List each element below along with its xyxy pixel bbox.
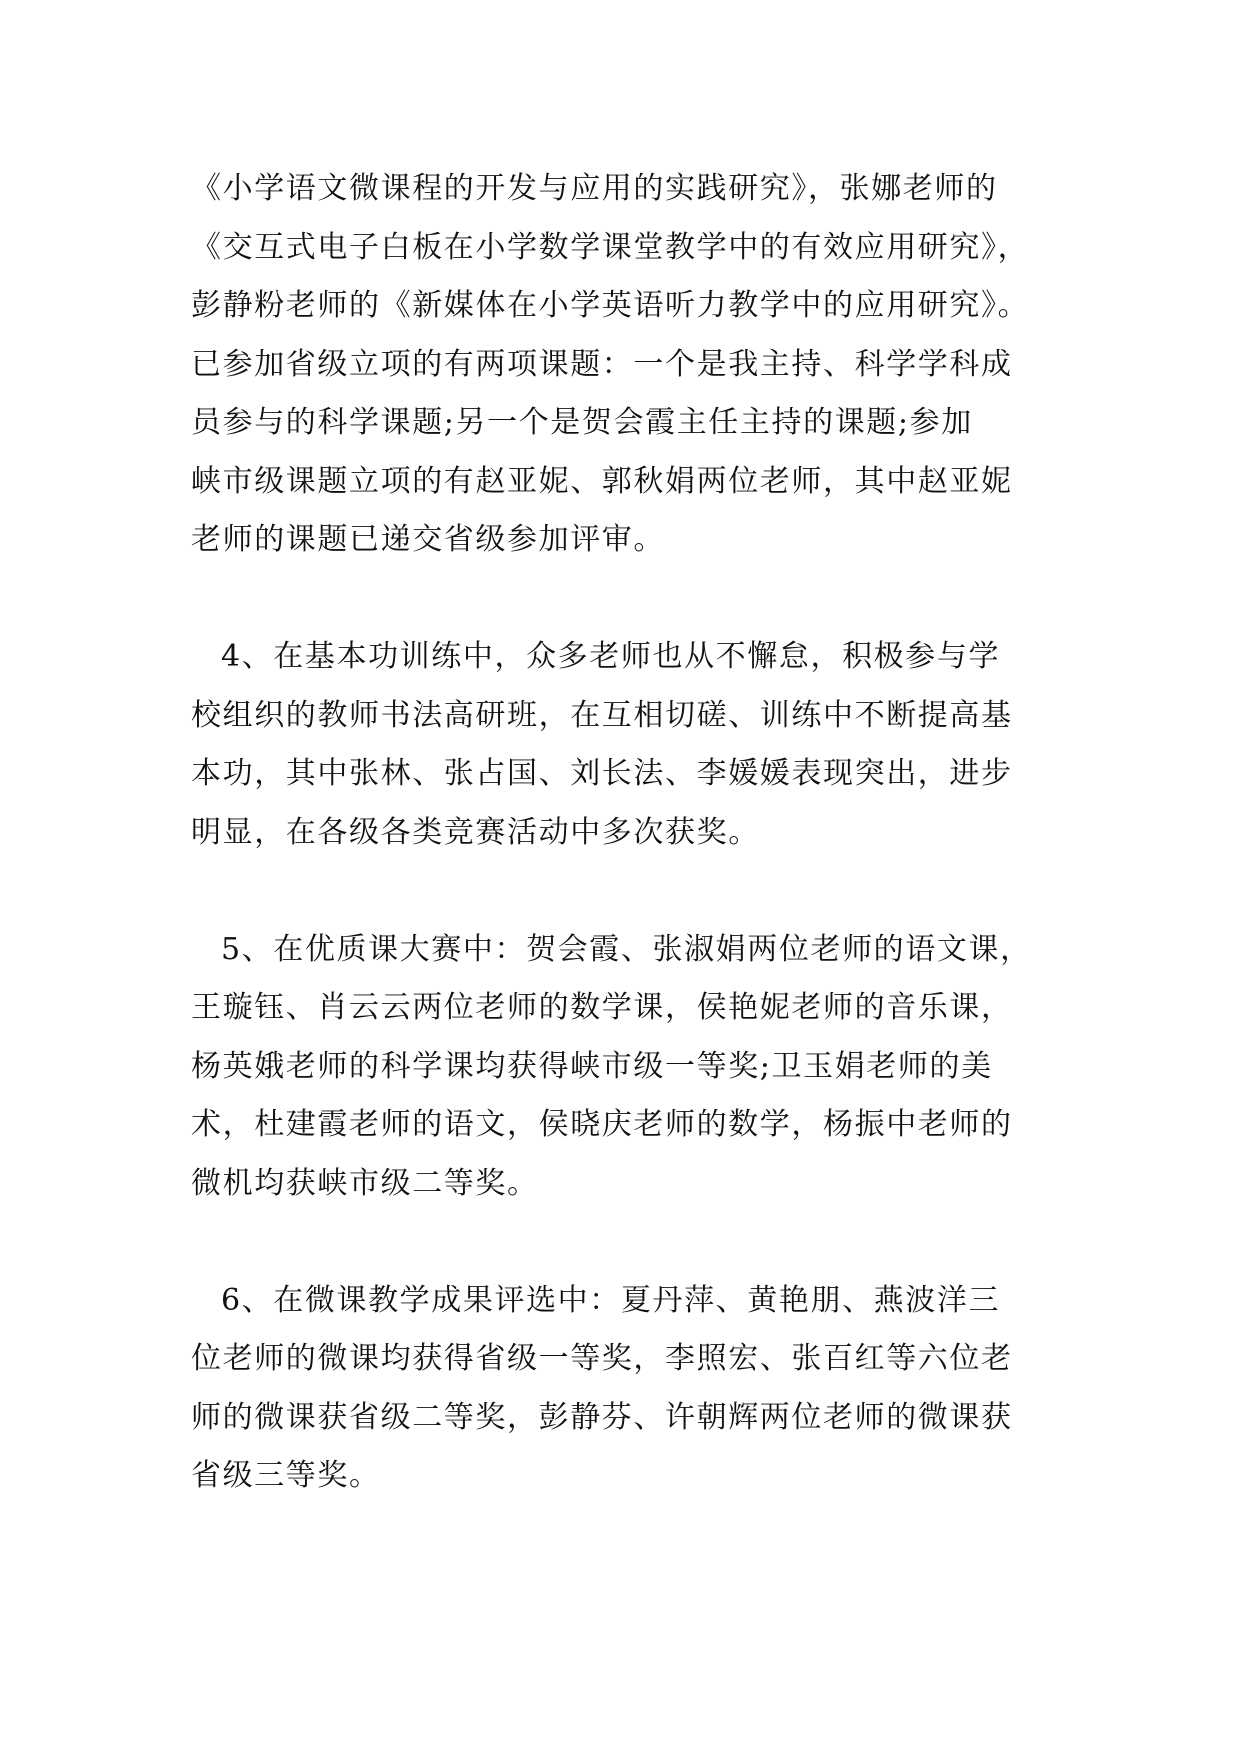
text-line: 微机均获峡市级二等奖。 [191, 1165, 539, 1201]
text-line: 彭静粉老师的《新媒体在小学英语听力教学中的应用研究》。 [191, 288, 1030, 323]
paragraph-item-4 [191, 628, 1061, 862]
paragraph-item-6 [191, 1272, 1061, 1506]
text-line: 峡市级课题立项的有赵亚妮、郭秋娟两位老师，其中赵亚妮 [191, 463, 1013, 499]
text-line: 已参加省级立项的有两项课题：一个是我主持、科学学科成 [191, 346, 1013, 382]
paragraph-item-5 [191, 921, 1061, 1214]
text-line: 杨英娥老师的科学课均获得峡市级一等奖;卫玉娟老师的美 [191, 1048, 993, 1084]
text-line: 省级三等奖。 [191, 1458, 381, 1493]
text-line: 5、在优质课大赛中：贺会霞、张淑娟两位老师的语文课， [221, 931, 1032, 967]
text-line: 员参与的科学课题;另一个是贺会霞主任主持的课题;参加 [191, 405, 973, 440]
text-line: 术，杜建霞老师的语文，侯晓庆老师的数学，杨振中老师的 [191, 1107, 1013, 1142]
document-body [191, 160, 1061, 1506]
text-line: 王璇钰、肖云云两位老师的数学课，侯艳妮老师的音乐课， [191, 990, 1013, 1025]
text-line: 师的微课获省级二等奖，彭静芬、许朝辉两位老师的微课获 [191, 1399, 1013, 1435]
text-line: 4、在基本功训练中，众多老师也从不懈怠，积极参与学 [221, 639, 1001, 674]
text-line: 明显，在各级各类竞赛活动中多次获奖。 [191, 814, 760, 850]
text-line: 《小学语文微课程的开发与应用的实践研究》，张娜老师的 [191, 171, 998, 206]
paragraph-research-topics [191, 160, 1061, 570]
text-line: 本功，其中张林、张占国、刘长法、李媛媛表现突出，进步 [191, 756, 1013, 791]
text-line: 校组织的教师书法高研班，在互相切磋、训练中不断提高基 [191, 697, 1013, 733]
text-line: 老师的课题已递交省级参加评审。 [191, 522, 665, 557]
text-line: 6、在微课教学成果评选中：夏丹萍、黄艳朋、燕波洋三 [221, 1282, 1001, 1318]
text-line: 位老师的微课均获得省级一等奖，李照宏、张百红等六位老 [191, 1341, 1013, 1376]
text-line: 《交互式电子白板在小学数学课堂教学中的有效应用研究》， [191, 229, 1030, 265]
